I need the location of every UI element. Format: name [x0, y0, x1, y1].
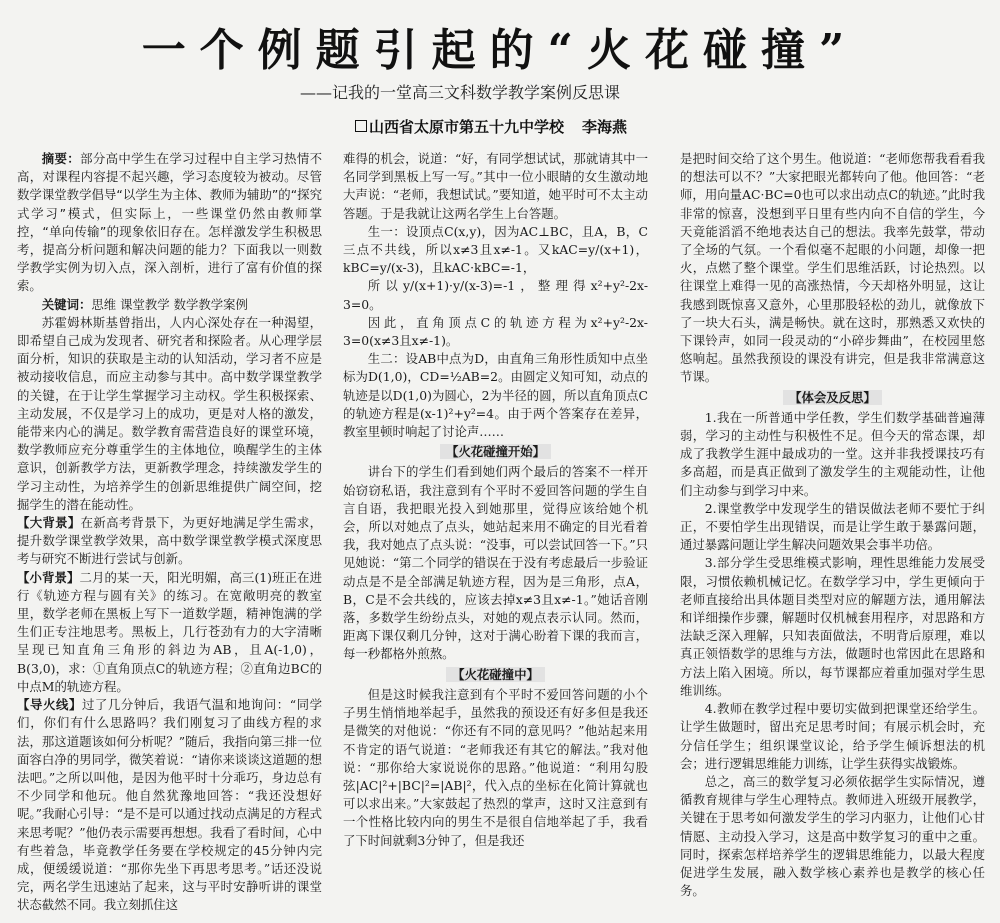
paragraph	[17, 514, 322, 569]
byline	[355, 116, 627, 137]
square-icon	[355, 120, 367, 132]
solution-1-cont: 所以y/(x+1)·y/(x-3)=-1，整理得x²+y²-2x-3=0。	[343, 278, 648, 312]
solution-1-result: 因此，直角顶点C的轨迹方程为x²+y²-2x-3=0(x≠3且x≠-1)。	[343, 314, 648, 349]
section-label: 【大背景】	[17, 515, 81, 531]
paragraph: 但是这时候我注意到有个平时不爱回答问题的小个子男生悄悄地举起手，虽然我的预设还有好多但是我还是微笑的对他说：“你还有不同的意见吗？”他站起来用不肯定的语气说道：“老师我还有其它的解法。”我对他说：“那你给大家说说你的思路。”他说道：“利用勾股弦|AC|²+|BC|²=|AB|²，代入点的坐标在化简计算就也可以求出来。”大家鼓起了热烈的掌声，这时又注意到有一个性格比较内向的男生不是很自信地举起了手，我看了下时间就剩3分钟了，但是我还	[343, 686, 648, 848]
keywords-label: 关键词：	[41, 296, 92, 312]
abstract-label: 摘要：	[41, 151, 81, 166]
keywords	[17, 296, 322, 314]
section-heading: 【火花碰撞中】	[343, 666, 648, 684]
reflection-3: 3.部分学生受思维模式影响，理性思维能力发展受限，习惯依赖机械记忆。在数学学习中，学生更倾向于老师直接给出具体题目类型对应的解题方法，通用解法和详细操作步骤，解题时仅机械套用程序，对思路和方法缺乏深入理解，只知表面做法，不明背后原理，难以真正领悟数学的思维与方法，做题时也常因此在思路和方法上陷入困境。所以，每节课都应着重加强对学生思维训练。	[680, 555, 985, 698]
keywords-text: 思维 课堂教学 数学教学案例	[91, 296, 248, 312]
section-heading: 【体会及反思】	[680, 389, 985, 407]
reflection-4: 4.教师在教学过程中要切实做到把课堂还给学生。让学生做题时，留出充足思考时间；有展示机会时，充分信任学生；组织课堂议论，给予学生倾诉想法的机会；进行逻辑思维能力训练，让学生获得实战锻炼。	[680, 701, 985, 771]
paragraph: 难得的机会，说道：“好，有同学想试试，那就请其中一名同学到黑板上写一写。”其中一位小眼睛的女生激动地大声说：“老师，我想试试。”要知道，她平时可不太主动答题。于是我就让这两名学生上台答题。	[343, 151, 648, 221]
affiliation	[355, 116, 564, 137]
article-title: 一个例题引起的“火花碰撞”	[141, 25, 859, 76]
article-subtitle: ——记我的一堂高三文科数学教学案例反思课	[300, 83, 621, 102]
affiliation-text: 山西省太原市第五十九中学校	[369, 118, 565, 136]
column-2	[343, 150, 648, 920]
abstract-text: 部分高中学生在学习过程中自主学习热情不高，对课程内容提不起兴趣，学习态度较为被动。尽管数学课堂教学倡导“以学生为主体、教师为辅助”的“探究式学习”模式，但实际上，一些课堂仍然由教师掌控，“单向传输”的现象依旧存在。怎样激发学生积极思考，提高分析问题和解决问题的能力？下面我以一则数学教学实例为切入点，深入剖析，进行了富有价值的探索。	[17, 151, 322, 294]
paragraph-text: 二月的某一天，阳光明媚，高三(1)班正在进行《轨迹方程与圆有关》的练习。在宽敞明亮的教室里，数学老师在黑板上写下一道数学题，精神饱满的学生们正专注地思考。黑板上，几行苍劲有力的大字清晰呈现已知直角三角形的斜边为AB，且A(-1,0)，B(3,0)，求：①直角顶点C的轨迹方程；②直角边BC的中点M的轨迹方程。	[17, 569, 322, 694]
abstract	[17, 150, 322, 296]
reflection-2: 2.课堂教学中发现学生的错误做法老师不要忙于纠正，不要怕学生出现错误，而是让学生敢于暴露问题，通过暴露问题让学生解决问题效果会事半功倍。	[680, 500, 985, 553]
solution-1: 生一：设顶点C(x,y)，因为AC⊥BC，且A，B，C三点不共线，所以x≠3且x≠-1。又kAC=y/(x+1)，kBC=y/(x-3)，且kAC·kBC=-1，	[343, 223, 648, 276]
paragraph-text: 过了几分钟后，我语气温和地询问：“同学们，你们有什么思路吗？我们刚复习了曲线方程的求法，那这道题该如何分析呢？”随后，我指向第三排一位面容白净的男同学，微笑着说：“请你来谈谈这道题的想法吧。”之所以叫他，是因为他平时十分乖巧，身边总有不少同学和他玩。他自然犹豫地回答：“我还没想好呢。”我耐心引导：“是不是可以通过找动点满足的方程式来思考呢？”他仍表示需要再想想。我看了看时间，心中有些着急，毕竟教学任务要在学校规定的45分钟内完成，便缓缓说道：“那你先坐下再思考思考。”话还没说完，两名学生迅速站了起来，这与平时安静听讲的课堂状态截然不同。我立刻抓住这	[17, 697, 322, 913]
paragraph-text: 在新高考背景下，为更好地满足学生需求，提升数学课堂教学效果，高中数学课堂教学模式深度思考与研究不断进行尝试与创新。	[17, 515, 322, 567]
reflection-1: 1.我在一所普通中学任教，学生们数学基础普遍薄弱，学习的主动性与积极性不足。但今天的常态课，却成了我教学生涯中最成功的一堂。这并非我授课技巧有多高超，而是真正做到了激发学生的主观能动性，让他们主动参与到学习中来。	[680, 409, 985, 498]
paragraph: 讲台下的学生们看到她们两个最后的答案不一样开始窃窃私语，我注意到有个平时不爱回答问题的学生自言自语，我把眼光投入到她那里，觉得应该给她个机会，所以对她点了点头，她站起来用不确定的目光看着我，我对她点了点头说：“没事，可以尝试回答一下。”只见她说：“第二个同学的错误在于没有考虑最后一步验证动点是不是全部满足轨迹方程，因为是三角形，点A，B，C是不会共线的，应该去掉x≠3且x≠-1。”她话音刚落，多数学生纷纷点头，对她的观点表示认同。然而，距离下课仅剩几分钟，这对于满心盼着下课的我而言，每一秒都格外煎熬。	[343, 464, 648, 662]
paragraph: 是把时间交给了这个男生。他说道：“老师您帮我看看我的想法可以不？”大家把眼光都转向了他。他回答：“老师，用向量AC·BC=0也可以求出动点C的轨迹。”此时我非常的惊喜，没想到平日里有些内向不自信的学生，今天竟能滔滔不绝地表达自己的想法。我率先鼓掌，带动了全场的气氛。一个看似毫不起眼的小问题，却像一把火，点燃了整个课堂。学生们思维活跃，讨论热烈。以往课堂上难得一见的高涨热情，今天却格外明显，这让我感到既惊喜又意外，心里那股轻松的劲儿，就像放下了一块大石头，满是畅快。就在这时，那熟悉又欢快的下课铃声，如同一段灵动的“小碎步舞曲”，在校园里悠悠响起。虽然我预设的课没有讲完，但是我非常满意这节课。	[680, 151, 985, 385]
paragraph: 苏霍姆林斯基曾指出，人内心深处存在一种渴望，即希望自己成为发现者、研究者和探险者。从心理学层面分析，知识的获取是主动的认知活动，学习者不应是被动接收信息，而应主动参与其中。高中数学课堂教学的关键，在于让学生掌握学习主动权。学生积极探索、主动发展，不仅是学习上的成功，更是对人格的激发，能带来内心的满足。数学教育需营造良好的课堂环境，数学教师应充分尊重学生的主体地位，唤醒学生的主体意识，创新教学方法，更新教学理念，持续激发学生的学习主动性，为培养学生的创新思维提供广阔空间，挖掘学生的潜在能动性。	[17, 314, 322, 512]
section-label: 【导火线】	[17, 697, 82, 713]
paragraph	[17, 696, 322, 914]
conclusion: 总之，高三的数学复习必须依据学生实际情况，遵循教育规律与学生心理特点。教师进入班级开展教学，关键在于思考如何激发学生的学习内驱力，让他们心甘情愿、主动投入学习，这是高中数学复习的重中之重。同时，探索怎样培养学生的逻辑思维能力，以最大程度促进学生发展，融入数学核心素养也是教学的核心任务。	[680, 773, 985, 899]
column-3	[680, 150, 985, 920]
column-1	[17, 150, 322, 920]
section-label: 【小背景】	[17, 569, 80, 585]
author-name: 李海燕	[582, 118, 628, 136]
section-heading: 【火花碰撞开始】	[343, 443, 648, 461]
paragraph	[17, 569, 322, 696]
solution-2: 生二：设AB中点为D，由直角三角形性质知中点坐标为D(1,0)，CD=½AB=2。由圆定义知可知，动点的轨迹是以D(1,0)为圆心，2为半径的圆，所以直角顶点C的轨迹方程是(x-1)²+y²=4。由于两个答案存在差异，教室里顿时响起了讨论声……	[343, 351, 648, 440]
